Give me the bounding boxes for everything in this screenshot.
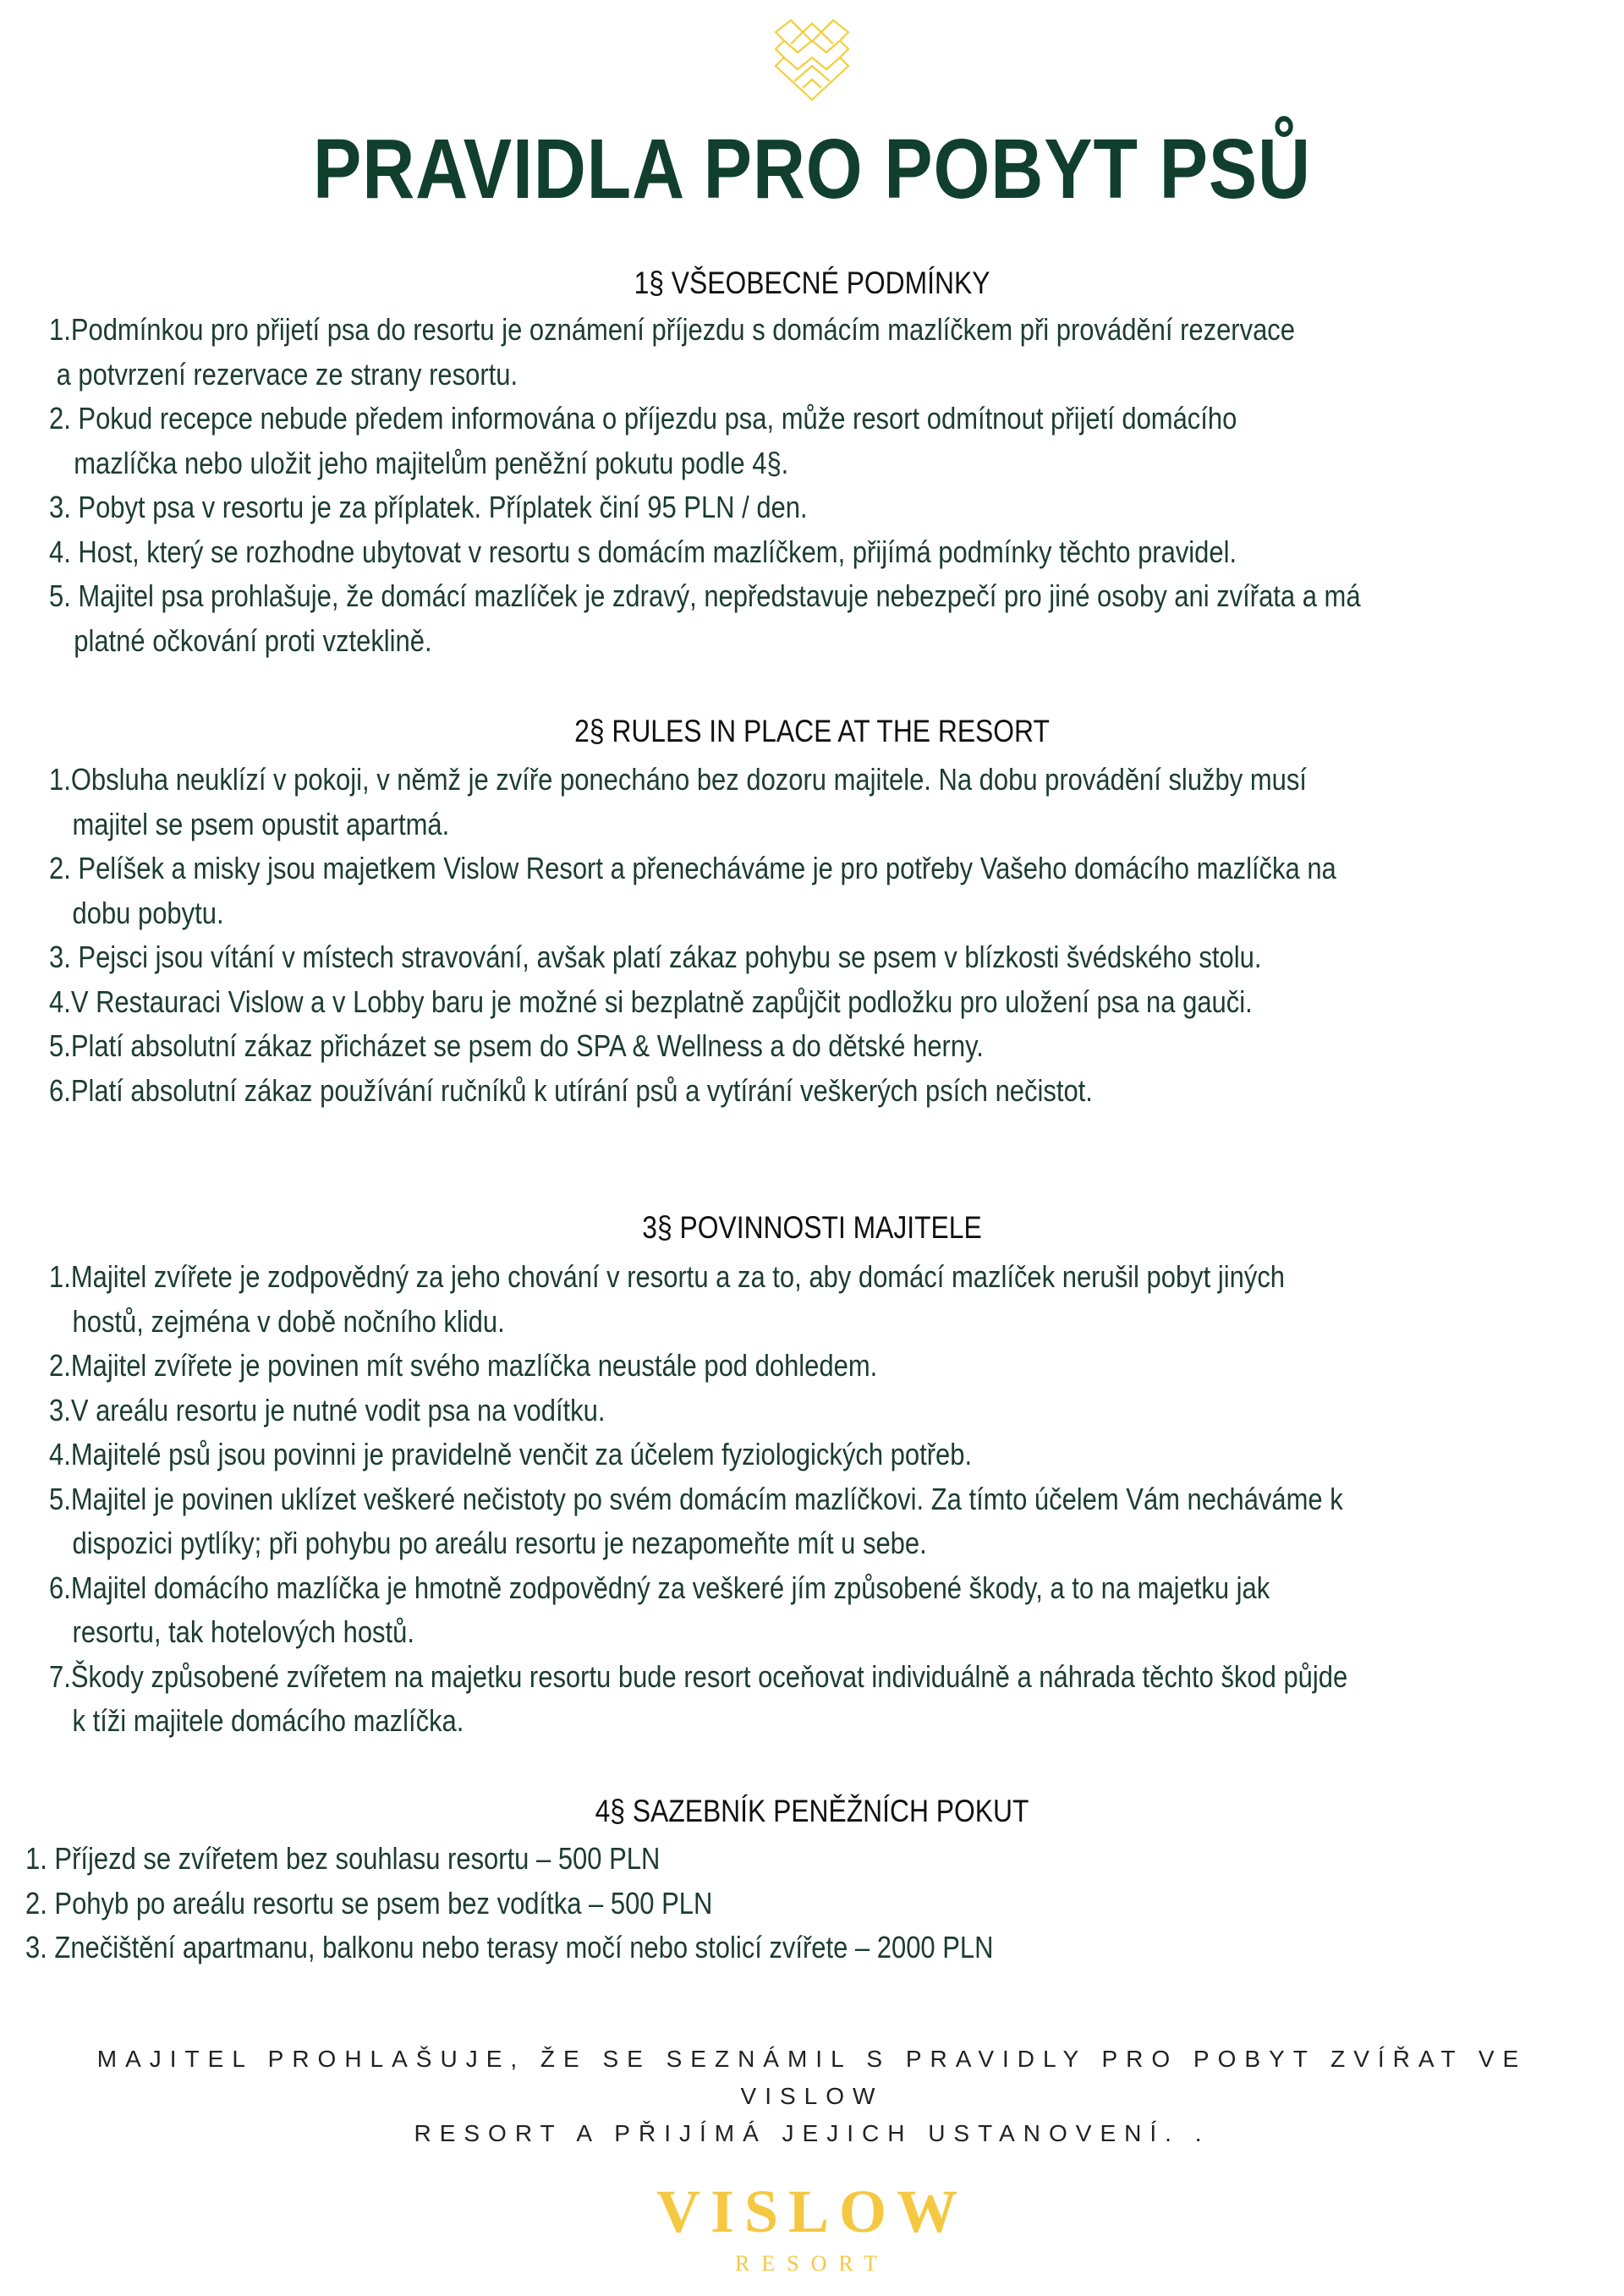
list-item: 5.Platí absolutní zákaz přicházet se psem do SPA & Wellness a do dětské herny. (49, 1028, 984, 1063)
section-3-list (49, 1255, 1624, 1744)
list-item: 3.V areálu resortu je nutné vodit psa na vodítku. (49, 1392, 606, 1427)
section-4-list (25, 1837, 1624, 1970)
page-title: PRAVIDLA PRO POBYT PSŮ (312, 122, 1312, 216)
section-heading-fines: 4§ SAZEBNÍK PENĚŽNÍCH POKUT (595, 1794, 1029, 1828)
list-item: 4.V Restauraci Vislow a v Lobby baru je možné si bezplatně zapůjčit podložku pro uložení psa na gauči. (49, 984, 1253, 1019)
list-item: 6.Majitel domácího mazlíčka je hmotně zodpovědný za veškeré jím způsobené škody, a to na majetku jak resortu, tak hotelových hostů. (49, 1570, 1270, 1649)
declaration-line-2: RESORT A PŘIJÍMÁ JEJICH USTANOVENÍ. . (414, 2120, 1210, 2146)
list-item: 3. Pejsci jsou vítání v místech stravování, avšak platí zákaz pohybu se psem v blízkosti švédského stolu. (49, 940, 1262, 974)
list-item: 5.Majitel je povinen uklízet veškeré nečistoty po svém domácím mazlíčkovi. Za tímto účelem Vám necháváme k dispozici pytlíky; při pohybu po areálu resortu je nezapomeňte mít u sebe. (49, 1481, 1343, 1560)
owner-declaration (34, 2041, 1590, 2152)
declaration-line-1: MAJITEL PROHLAŠUJE, ŽE SE SEZNÁMIL S PRAVIDLY PRO POBYT ZVÍŘAT VE VISLOW (96, 2046, 1528, 2109)
section-1-list (49, 308, 1624, 663)
fine-item: 3. Znečištění apartmanu, balkonu nebo terasy močí nebo stolicí zvířete – 2000 PLN (25, 1930, 994, 1964)
list-item: 3. Pobyt psa v resortu je za příplatek. Příplatek činí 95 PLN / den. (49, 490, 808, 524)
list-item: 2. Pokud recepce nebude předem informována o příjezdu psa, může resort odmítnout přijetí domácího mazlíčka nebo uložit jeho majitelům peněžní pokutu podle 4§. (49, 401, 1237, 480)
list-item: 1.Majitel zvířete je zodpovědný za jeho chování v resortu a za to, aby domácí mazlíček nerušil pobyt jiných hostů, zejména v době nočního klidu. (49, 1259, 1286, 1339)
resort-brand-subtitle: RESORT (734, 2251, 890, 2276)
list-item: 2.Majitel zvířete je povinen mít svého mazlíčka neustále pod dohledem. (49, 1348, 878, 1383)
section-2-list (49, 758, 1624, 1113)
list-item: 2. Pelíšek a misky jsou majetkem Vislow Resort a přenecháváme je pro potřeby Vašeho domácího mazlíčka na dobu pobytu. (49, 851, 1336, 930)
list-item: 5. Majitel psa prohlašuje, že domácí mazlíček je zdravý, nepředstavuje nebezpečí pro jiné osoby ani zvířata a má platné očkování proti vzteklině. (49, 578, 1361, 658)
section-heading-owner-obligations: 3§ POVINNOSTI MAJITELE (642, 1210, 982, 1245)
list-item: 7.Škody způsobené zvířetem na majetku resortu bude resort oceňovat individuálně a náhrada těchto škod půjde k tíži majitele domácího mazlíčka. (49, 1658, 1348, 1738)
vislow-brand-logo: VISLOW (656, 2178, 968, 2245)
list-item: 1.Podmínkou pro přijetí psa do resortu je oznámení příjezdu s domácím mazlíčkem při provádění rezervace a potvrzení rezervace ze strany resortu. (49, 312, 1296, 392)
list-item: 4.Majitelé psů jsou povinni je pravidelně venčit za účelem fyziologických potřeb. (49, 1437, 973, 1471)
fine-item: 1. Příjezd se zvířetem bez souhlasu resortu – 500 PLN (25, 1841, 661, 1876)
list-item: 1.Obsluha neuklízí v pokoji, v němž je zvíře ponecháno bez dozoru majitele. Na dobu provádění služby musí majitel se psem opustit apartmá. (49, 762, 1307, 841)
fine-item: 2. Pohyb po areálu resortu se psem bez vodítka – 500 PLN (25, 1885, 713, 1921)
section-heading-general-conditions: 1§ VŠEOBECNÉ PODMÍNKY (634, 266, 990, 300)
list-item: 4. Host, který se rozhodne ubytovat v resortu s domácím mazlíčkem, přijímá podmínky těchto pravidel. (49, 534, 1237, 569)
list-item: 6.Platí absolutní zákaz používání ručníků k utírání psů a vytírání veškerých psích nečistot. (49, 1072, 1093, 1108)
heart-geometric-logo-icon (765, 15, 859, 104)
section-heading-resort-rules: 2§ RULES IN PLACE AT THE RESORT (574, 714, 1050, 748)
